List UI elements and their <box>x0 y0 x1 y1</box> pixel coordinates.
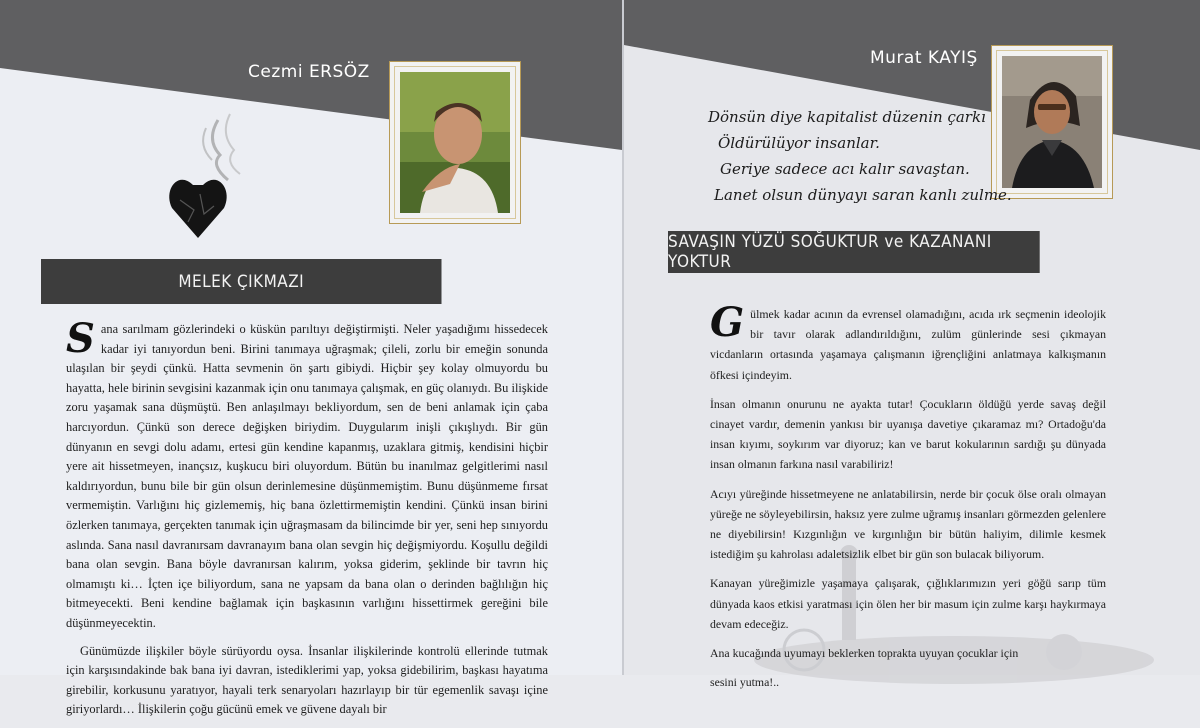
paragraph: Acıyı yüreğinde hissetmeyene ne anlatabilirsin, nerde bir çocuk ölse oralı olmayan yüreğe ne söyleyebilirsin, haksız yere zulme uğramış insanları görmezden gelenlere ne diyebilirsin! Kızgınlığın ve kırgınlığın bir bütün haliyim, dilimle kesmek istediğim şu kahrolası adaletsizlik elbet bir gün son bulacak biliyorum. <box>710 486 1106 562</box>
author-photo-frame <box>389 61 521 224</box>
burning-heart-icon <box>158 110 268 245</box>
poem-line: Öldürülüyor insanlar. <box>718 134 880 152</box>
paragraph <box>66 315 548 634</box>
poem-line: Lanet olsun dünyayı saran kanlı zulme. <box>714 186 1012 204</box>
paragraph-text: ülmek kadar acının da evrensel olamadığını, acıda ırk seçmenin ideolojik bir tavır olarak adlandırıldığını, zulüm günlerinde sesi çıkmayan vicdanların ortasında yaşamaya çalışmanın iğrençliğini anlatmaya kalkışmanın öfkesi içindeyim. <box>710 307 1106 382</box>
poem <box>708 104 1012 208</box>
article-title: SAVAŞIN YÜZÜ SOĞUKTUR ve KAZANANI YOKTUR <box>668 231 1040 273</box>
article-title: MELEK ÇIKMAZI <box>41 259 442 304</box>
author-photo <box>400 72 510 213</box>
author-name: Murat KAYIŞ <box>870 48 978 68</box>
article-body <box>66 315 548 728</box>
dropcap: G <box>710 299 745 346</box>
paragraph <box>710 299 1106 385</box>
paragraph-text: ana sarılmam gözlerindeki o küskün parıltıyı değiştirmişti. Neler yaşadığımı hissedecek kadar iyi tanıyordun beni. Birini tanımaya uğraşmak; çileli, zorlu bir emeğin sonunda ulaşılan bir şeydi çünkü. Hatta sevmenin ön şartı gibiydi. Hiçbir şey kolay olmuyordu bu hayatta, hele birinin sevgisini kazanmak için onu tanımaya çalışmak, en güç olanıydı. Bu ilişkide zoru yaşamak sana düşmüştü. Ben anlaşılmayı bekliyordum, sen de beni anlamak için çaba harcıyordun. Çünkü son derece değişken biriydim. Duygularım inişli çıkışlıydı. Bir gün dünyanın en sevgi dolu adamı, ertesi gün kendine kapanmış, uzaklara gitmiş, kendisini hiçbir yere ait hissetmeyen, inançsız, kuşkucu biri oluyordum. Bütün bu inanılmaz gelgitlerimi nasıl kaldırıyordun, bunu bile bir gün olsun derinlemesine düşünmemiştim. Bunu düşünmeme fırsat vermemiştin. Varlığını hiç gizlememiş, hiç bana özlettirmemiştin kendini. Çünkü insan birini özlerken tanımaya, gerçekten tanımak için uğraşmasam da bilincimde bir yer, seni hep sınıyordu aslında. Sana nasıl davranırsam davranayım bana olan sevgin hiç değişmiyordu. Koşullu değildi bana olan sevgin. Bana böyle davranırsan kalırım, yoksa giderim, şeklinde bir tavrın hiç olmamıştı ki… İçten içe biliyordum, sana ne yapsam da bana olan o derinden bağlılığın hiç bitmeyecekti. Beni kendine bağlamak için başkasının varlığını hissettirmek gereğini bile düşünmeyecektin. <box>66 322 548 630</box>
paragraph: Ana kucağında uyumayı beklerken toprakta uyuyan çocuklar için <box>710 646 1019 661</box>
poem-line: Geriye sadece acı kalır savaştan. <box>720 160 970 178</box>
paragraph: Günümüzde ilişkiler böyle sürüyordu oysa. İnsanlar ilişkilerinde kontrolü ellerinde tutmak için karşısındakinde bak bana iyi davran, istediklerimi yap, yoksa gidebilirim, başkası hayatıma girebilir, korkusunu yaratıyor, hayali terk senaryoları hazırlayıp bir tür egemenlik savaşı içine giriyorlardı… İlişkilerin çoğu gücünü emek ve güvene dayalı bir <box>66 643 548 717</box>
author-photo <box>1002 56 1102 188</box>
author-name: Cezmi ERSÖZ <box>248 62 370 82</box>
paragraph: sesini yutma!.. <box>710 675 780 690</box>
right-page <box>624 0 1200 690</box>
dropcap: S <box>66 315 95 362</box>
poem-line: Dönsün diye kapitalist düzenin çarkı <box>708 108 986 126</box>
paragraph: Kanayan yüreğimizle yaşamaya çalışarak, çığlıklarımızın yeri göğü sarıp tüm dünyada kaos etkisi yaratması için ölen her bir masum için zulme karşı haykırmaya devam edeceğiz. <box>710 576 1106 631</box>
paragraph: İnsan olmanın onurunu ne ayakta tutar! Çocukların öldüğü yerde savaş değil cinayet vardır, demenin yankısı bir uyanışa davetiye çıkaramaz mı? Ortadoğu'da insan kıyımı, soykırım var diyoruz; kan ve barut kokularının sardığı şu dünyada insan olmanın farkına nasıl varabiliriz! <box>710 396 1106 472</box>
article-body <box>710 299 1106 701</box>
